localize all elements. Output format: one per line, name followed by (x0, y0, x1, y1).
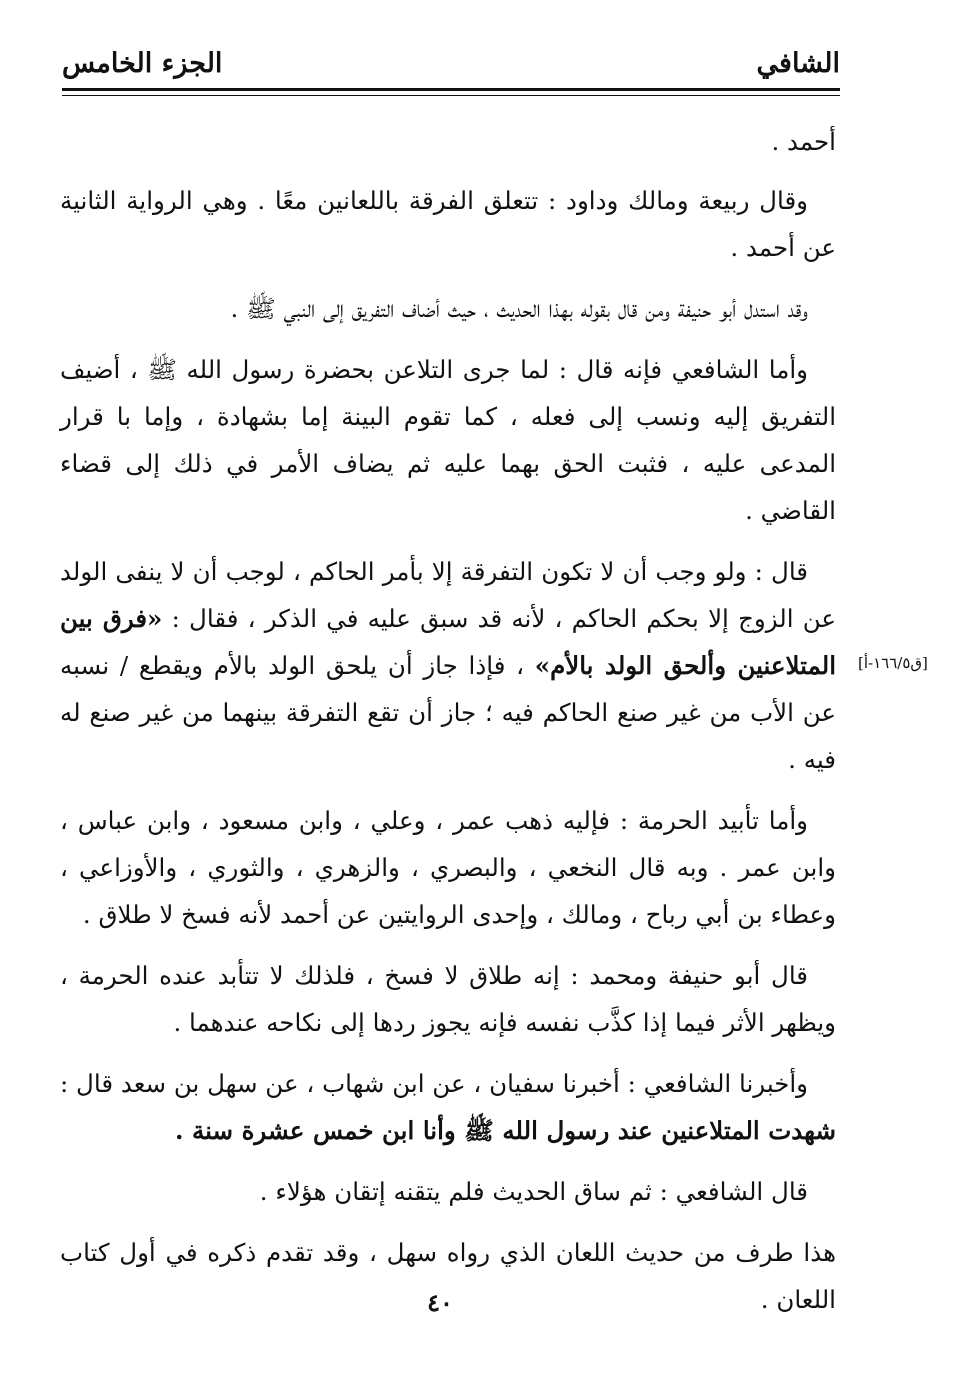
paragraph-3: وقد استدل أبو حنيفة ومن قال بقوله بهذا الحديث ، حيث أضاف التفريق إلى النبي ﷺ . (230, 294, 808, 323)
paragraph-6: وأما تأبيد الحرمة : فإليه ذهب عمر ، وعلي ، وابن مسعود ، وابن عباس ، وابن عمر . وبه قال النخعي ، والبصري ، والزهري ، والثوري ، والأوزاعي ، وعطاء بن أبي رباح ، ومالك ، وإحدى الروايتين عن أحمد لأنه فسخ لا طلاق . (60, 806, 836, 929)
page-number: ٤٠ (427, 1288, 453, 1317)
paragraph-9: قال الشافعي : ثم ساق الحديث فلم يتقنه إتقان هؤلاء . (259, 1177, 808, 1206)
paragraph-5-text-b: ، فإذا جاز أن يلحق الولد بالأم ويقطع / نسبه عن الأب من غير صنع الحاكم فيه ؛ جاز أن تقع التفرقة بينهما من غير صنع له فيه . (60, 651, 836, 774)
header-rule-thin (62, 95, 840, 96)
paragraph-5-text-a: قال : ولو وجب أن لا تكون التفرقة إلا بأمر الحاكم ، لوجب أن لا ينفى الولد عن الزوج إلا بحكم الحاكم ، لأنه قد سبق عليه في الذكر ، فقال : (60, 557, 836, 633)
manuscript-folio-note: [ق١٦٦/٥-أ] (858, 654, 928, 672)
paragraph-10: هذا طرف من حديث اللعان الذي رواه سهل ، وقد تقدم ذكره في أول كتاب اللعان . (60, 1238, 836, 1314)
page-body (60, 118, 836, 1337)
paragraph-4: وأما الشافعي فإنه قال : لما جرى التلاعن بحضرة رسول الله ﷺ ، أضيف التفريق إليه ونسب إلى فعله ، كما تقوم البينة إما بشهادة ، وإما با قرار المدعى عليه ، فثبت الحق بهما عليه ثم يضاف الأمر في ذلك إلى قضاء القاضي . (60, 355, 836, 525)
part-title: الجزء الخامس (62, 48, 223, 79)
paragraph-7: قال أبو حنيفة ومحمد : إنه طلاق لا فسخ ، فلذلك لا تتأبد عنده الحرمة ، ويظهر الأثر فيما إذا كذَّب نفسه فإنه يجوز ردها إلى نكاحه عندهما . (60, 961, 836, 1037)
header-rule-thick (62, 88, 840, 91)
paragraph-2: وقال ربيعة ومالك وداود : تتعلق الفرقة باللعانين معًا . وهي الرواية الثانية عن أحمد . (60, 186, 836, 262)
paragraph-8-text-a: وأخبرنا الشافعي : أخبرنا سفيان ، عن ابن شهاب ، عن سهل بن سعد قال : (60, 1069, 808, 1098)
paragraph-1: أحمد . (771, 127, 836, 156)
hadith-quote-1: «فرق بين المتلاعنين وألحق الولد بالأم» (60, 604, 837, 680)
paragraph-5 (60, 548, 836, 783)
paragraph-8 (60, 1060, 836, 1154)
running-header (62, 48, 840, 82)
hadith-quote-2: شهدت المتلاعنين عند رسول الله ﷺ وأنا ابن خمس عشرة سنة . (174, 1116, 836, 1145)
book-title: الشافي (756, 48, 840, 79)
